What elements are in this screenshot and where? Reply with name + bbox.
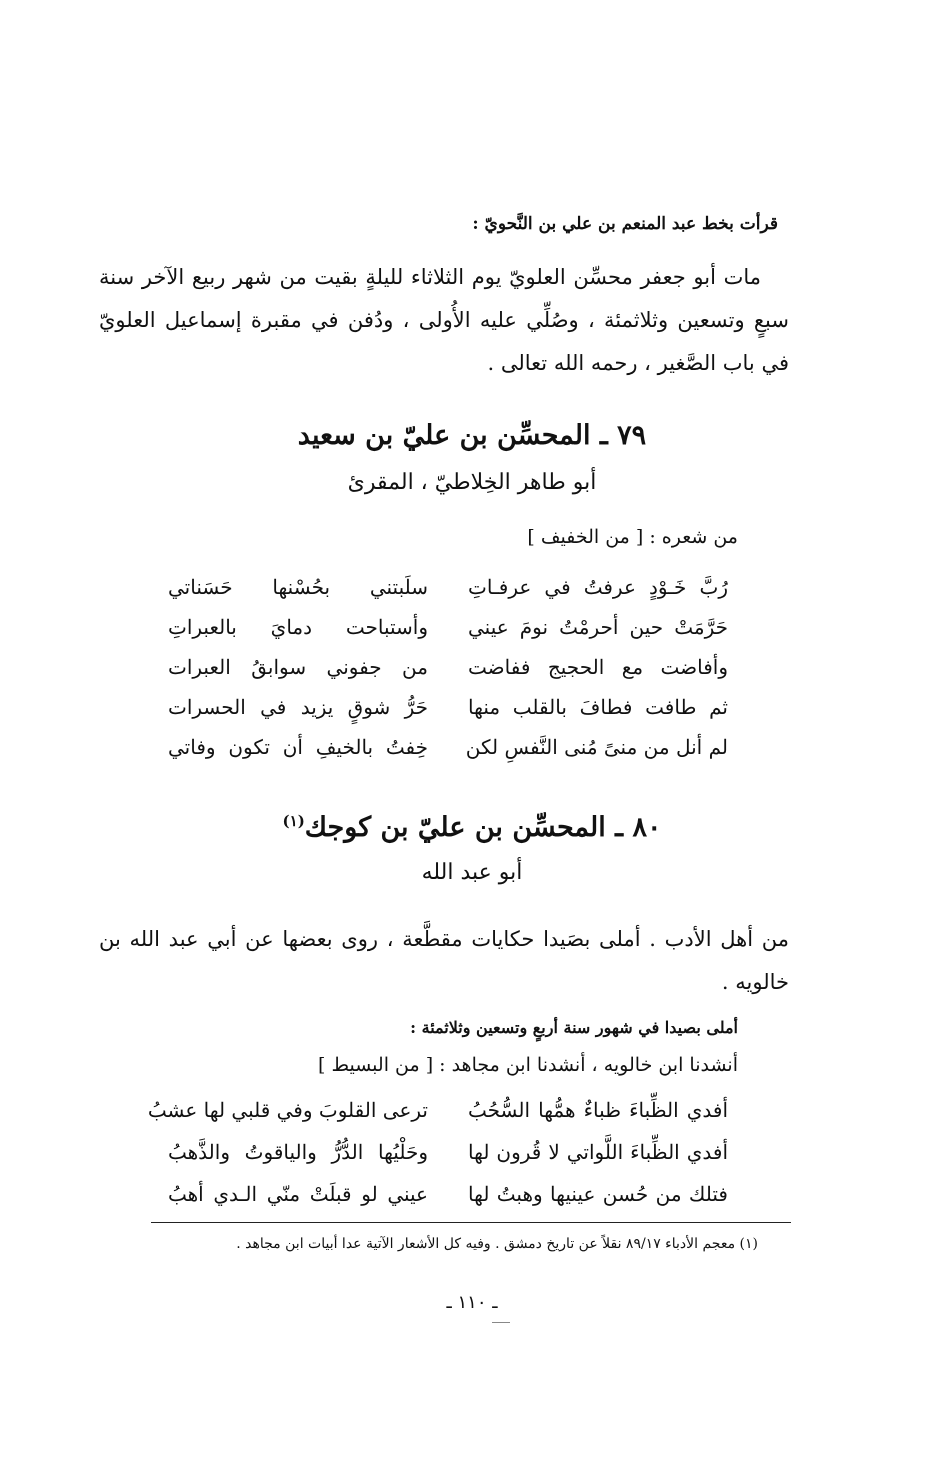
verse-line xyxy=(147,1098,728,1140)
footnote-text: (١) معجم الأدباء ٨٩/١٧ نقلاً عن تاريخ دمشق . وفيه كل الأشعار الآتية عدا أبيات ابن مجاهد . xyxy=(236,1236,758,1252)
verse-second-hemistich: وأستباحت دمايَ بالعبراتِ xyxy=(168,615,428,639)
verse-second-hemistich: حَرُّ شوقٍ يزيد في الحسرات xyxy=(168,695,428,719)
isnad-line: أنشدنا ابن خالويه ، أنشدنا ابن مجاهد : [ من البسيط ] xyxy=(318,1054,738,1076)
verse-line xyxy=(168,575,728,615)
verse-line xyxy=(168,655,728,695)
verse-line xyxy=(168,1140,728,1182)
entry-79-subheading: أبو طاهر الخِلاطيّ ، المقرئ xyxy=(347,470,597,495)
verse-first-hemistich: ثم طافت فطافَ بالقلب منها xyxy=(468,695,728,719)
entry-80-paragraph: من أهل الأدب . أملى بصَيدا حكايات مقطَّعة ، روى بعضها عن أبي عبد الله بن خالويه . xyxy=(99,927,789,994)
verse-line xyxy=(168,735,728,775)
footnote-divider xyxy=(151,1222,791,1223)
verse-first-hemistich: وأفاضت مع الحجيج ففاضت xyxy=(468,655,728,679)
entry-80-subheading: أبو عبد الله xyxy=(421,860,523,885)
entry-79-poem xyxy=(168,575,728,775)
dictation-note: أملى بصيدا في شهور سنة أربعٍ وتسعين وثلاثمئة : xyxy=(410,1018,738,1037)
verse-first-hemistich: لم أنل من منىً مُنى النَّفسِ لكن xyxy=(465,735,728,759)
source-note: قرأت بخط عبد المنعم بن علي بن النَّحويّ : xyxy=(472,214,778,234)
intro-paragraph: مات أبو جعفر محسِّن العلويّ يوم الثلاثاء لليلةٍ بقيت من شهر ربيع الآخر سنة سبعٍ وتسعين وثلاثمئة ، وصُلِّي عليه الأُولى ، ودُفن في مقبرة إسماعيل العلويّ في باب الصَّغير ، رحمه الله تعالى . xyxy=(99,265,789,375)
verse-second-hemistich: وحَلْيُها الدُّرُّ والياقوتُ والذَّهبُ xyxy=(168,1140,428,1164)
verse-second-hemistich: سلَبتني بحُسْنها حَسَناتي xyxy=(168,575,428,599)
verse-first-hemistich: فتلك من حُسن عينيها وهبتُ لها xyxy=(468,1182,728,1206)
verse-second-hemistich: خِفتُ بالخيفِ أن تكون وفاتي xyxy=(168,735,428,759)
footnote-marker: (١) xyxy=(282,812,305,830)
verse-first-hemistich: رُبَّ خَـوْدٍ عرفتُ في عرفـاتِ xyxy=(468,575,728,599)
verse-first-hemistich: أفدي الظِّباءَ ظباءٌ همُّها السُّحُبُ xyxy=(468,1098,728,1122)
entry-80-heading xyxy=(0,812,944,843)
verse-first-hemistich: حَرَّمَتْ حين أحرمْتُ نومَ عيني xyxy=(468,615,728,639)
verse-second-hemistich: عيني لو قبلَتْ منّي الـدي أهبُ xyxy=(168,1182,428,1206)
entry-79-heading: ٧٩ ـ المحسِّن بن عليّ بن سعيد xyxy=(297,420,647,451)
entry-80-poem xyxy=(147,1098,728,1224)
entry-80-title: ٨٠ ـ المحسِّن بن عليّ بن كوجك xyxy=(304,812,662,843)
verse-second-hemistich: من جفوني سوابقُ العبرات xyxy=(168,655,428,679)
verse-first-hemistich: أفدي الظِّباءَ اللَّواتي لا قُرون لها xyxy=(468,1140,728,1164)
page-bottom-mark xyxy=(492,1322,510,1323)
page-number: ـ ١١٠ ـ xyxy=(446,1292,498,1313)
entry-79-meter: من شعره : [ من الخفيف ] xyxy=(527,526,738,548)
verse-second-hemistich: ترعى القلوبَ وفي قلبي لها عشبُ xyxy=(147,1098,428,1122)
verse-line xyxy=(168,615,728,655)
verse-line xyxy=(168,695,728,735)
verse-line xyxy=(168,1182,728,1224)
